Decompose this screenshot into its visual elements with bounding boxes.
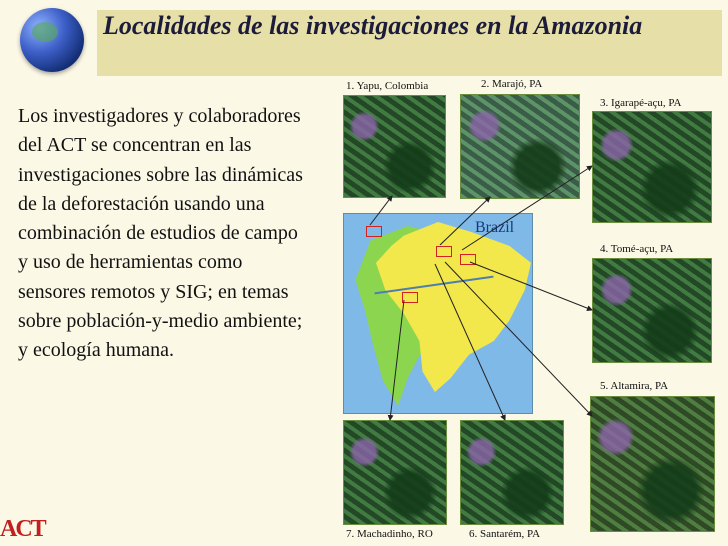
caption-marajo: 2. Marajó, PA	[481, 78, 543, 90]
act-logo: ACT	[0, 516, 45, 542]
map-label-brazil: Brazil	[475, 219, 515, 236]
caption-machadinho: 7. Machadinho, RO	[346, 528, 433, 540]
caption-igarape-acu: 3. Igarapé-açu, PA	[600, 97, 682, 109]
arrow-yapu	[370, 196, 392, 225]
arrow-altamira	[445, 262, 592, 416]
caption-santarem: 6. Santarém, PA	[469, 528, 541, 540]
caption-tome-acu: 4. Tomé-açu, PA	[600, 243, 674, 255]
caption-yapu: 1. Yapu, Colombia	[346, 80, 429, 92]
arrow-santarem	[435, 264, 505, 420]
arrow-igarape-acu	[462, 166, 592, 250]
page-title: Localidades de las investigaciones en la Amazonia	[103, 11, 643, 40]
arrow-machadinho	[390, 300, 404, 420]
arrow-tome-acu	[470, 262, 592, 310]
body-text: Los investigadores y colaboradores del ACT se concentran en las investigaciones sobre las dinámicas de la deforestación usando una combinación de estudios de campo y uso de herramientas como sensores remotos y SIG; en temas sobre población-y-medio ambiente; y ecología humana.	[18, 105, 303, 362]
caption-altamira: 5. Altamira, PA	[600, 380, 669, 392]
arrow-marajo	[440, 197, 490, 245]
